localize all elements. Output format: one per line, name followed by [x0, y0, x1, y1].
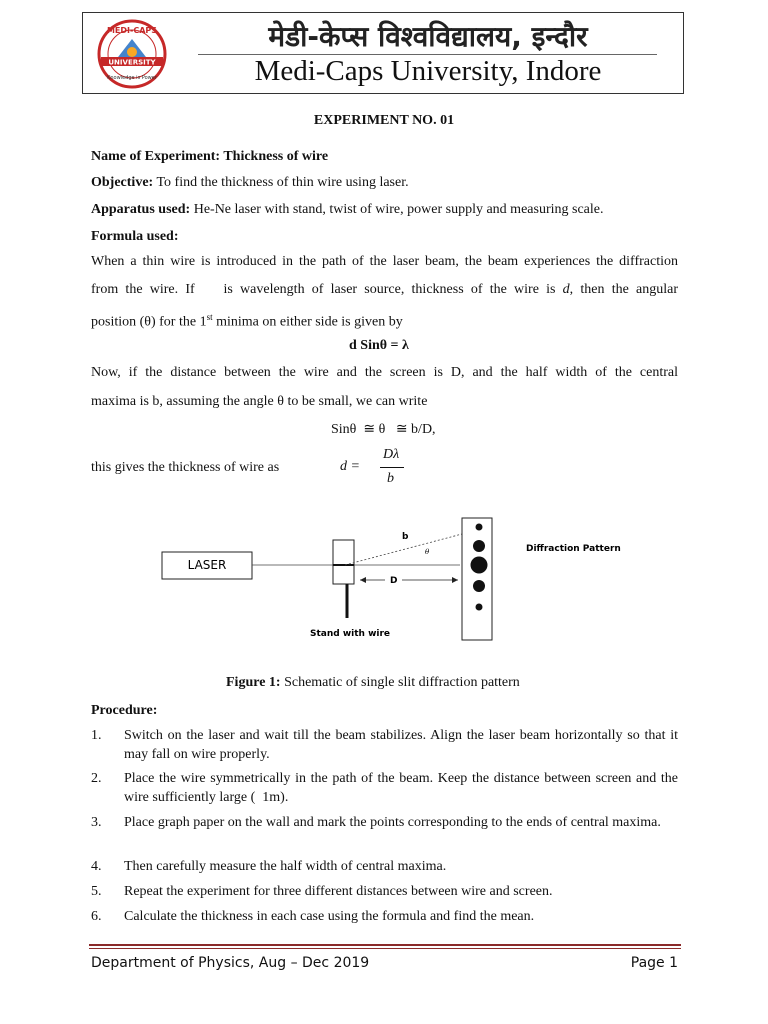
- logo-top-text: MEDI-CAPS: [106, 26, 158, 35]
- step-text: Calculate the thickness in each case using the formula and find the mean.: [124, 909, 535, 924]
- step-number: 1.: [91, 728, 102, 743]
- apparatus-text: He-Ne laser with stand, twist of wire, power supply and measuring scale.: [193, 202, 604, 217]
- step-text: Then carefully measure the half width of central maxima.: [124, 859, 447, 874]
- figure-caption-text: Schematic of single slit diffraction pattern: [284, 675, 520, 690]
- pattern-label: Diffraction Pattern: [526, 544, 621, 554]
- body-line-2: [91, 282, 678, 298]
- logo-tagline: Knowledge is Power: [107, 75, 157, 81]
- step-text: Place the wire symmetrically in the path of the beam. Keep the distance between screen and the wire sufficiently large ( 1m).: [124, 771, 682, 805]
- pattern-dot-5: [476, 604, 483, 611]
- step-number: 5.: [91, 884, 102, 899]
- procedure-label: Procedure:: [91, 703, 158, 718]
- procedure-step: [91, 769, 682, 809]
- body-line-5: maxima is b, assuming the angle θ to be small, we can write: [91, 394, 428, 409]
- arrowhead-left: [360, 577, 366, 583]
- equation-3-fraction-bar: [380, 467, 404, 468]
- apparatus-label: Apparatus used:: [91, 202, 191, 217]
- body-line-3-sup: st: [206, 312, 213, 322]
- step-number: 6.: [91, 909, 102, 924]
- equation-3-numerator: Dλ: [383, 447, 400, 462]
- pattern-dot-1: [476, 524, 483, 531]
- body-line-4: Now, if the distance between the wire and the screen is D, and the half width of the central: [91, 365, 678, 380]
- step-number: 2.: [91, 771, 102, 786]
- body-line-3: [91, 309, 403, 331]
- objective-text: To find the thickness of thin wire using laser.: [156, 175, 409, 190]
- pattern-dot-3: [471, 557, 488, 574]
- footer-divider-thick: [89, 944, 681, 946]
- body-line-2-b: , then the angular: [569, 282, 678, 297]
- screen: [462, 518, 492, 640]
- apparatus: [91, 201, 603, 218]
- footer-department: Department of Physics, Aug – Dec 2019: [91, 955, 370, 971]
- procedure-heading: [91, 702, 157, 719]
- equation-3-denominator: b: [387, 471, 394, 486]
- figure-label: Figure 1:: [226, 675, 281, 690]
- equation-2: Sinθ ≅ θ ≅ b/D,: [331, 422, 436, 437]
- procedure-step: [91, 857, 678, 877]
- equation-1: d Sinθ = λ: [349, 338, 409, 353]
- step-number: 4.: [91, 859, 102, 874]
- D-label: D: [390, 576, 398, 586]
- pattern-dot-4: [473, 580, 485, 592]
- formula-heading: [91, 228, 179, 245]
- university-logo-icon: [93, 17, 171, 91]
- experiment-title: EXPERIMENT NO. 01: [313, 113, 455, 128]
- arrowhead-right: [452, 577, 458, 583]
- objective-label: Objective:: [91, 175, 154, 190]
- stand-label: Stand with wire: [310, 629, 391, 639]
- theta-label: θ: [425, 548, 430, 556]
- experiment-name: [91, 148, 328, 165]
- step-text: Repeat the experiment for three different distances between wire and screen.: [124, 884, 553, 899]
- footer-page-number: Page 1: [630, 955, 678, 971]
- wire-stand-box: [333, 540, 354, 584]
- logo-band-text: UNIVERSITY: [108, 58, 156, 67]
- figure-caption: [226, 675, 520, 691]
- objective: [91, 174, 409, 191]
- laser-label: LASER: [187, 558, 227, 572]
- experiment-name-label: Name of Experiment: Thickness of wire: [91, 149, 329, 164]
- pattern-dot-2: [473, 540, 485, 552]
- hindi-university-title: मेडी-केप्स विश्वविद्यालय, इन्दौर: [268, 20, 588, 53]
- body-line-2-a: from the wire. If is wavelength of laser source, thickness of the wire is: [91, 282, 563, 297]
- university-header: [82, 12, 684, 94]
- body-line-3-a: position (θ) for the 1: [91, 314, 207, 330]
- body-line-6: this gives the thickness of wire as: [91, 460, 280, 475]
- footer-divider-thin: [89, 948, 681, 949]
- body-line-3-b: minima on either side is given by: [212, 314, 403, 330]
- equation-3-lhs: d =: [340, 459, 360, 474]
- step-text: Place graph paper on the wall and mark the points corresponding to the ends of central maxima.: [124, 815, 661, 830]
- body-line-2-var: d: [562, 282, 570, 297]
- step-text: Switch on the laser and wait till the beam stabilizes. Align the laser beam horizontally so that it may fall on wire properly.: [124, 728, 678, 762]
- step-number: 3.: [91, 815, 102, 830]
- procedure-step: [91, 813, 678, 853]
- b-label: b: [402, 532, 409, 542]
- body-line-1: When a thin wire is introduced in the path of the laser beam, the beam experiences the diffraction: [91, 254, 678, 269]
- procedure-step: [91, 726, 678, 766]
- english-university-title: Medi-Caps University, Indore: [254, 55, 602, 87]
- procedure-step: [91, 882, 678, 902]
- diffraction-diagram: [150, 510, 650, 660]
- procedure-step: [91, 907, 678, 927]
- formula-label: Formula used:: [91, 229, 179, 244]
